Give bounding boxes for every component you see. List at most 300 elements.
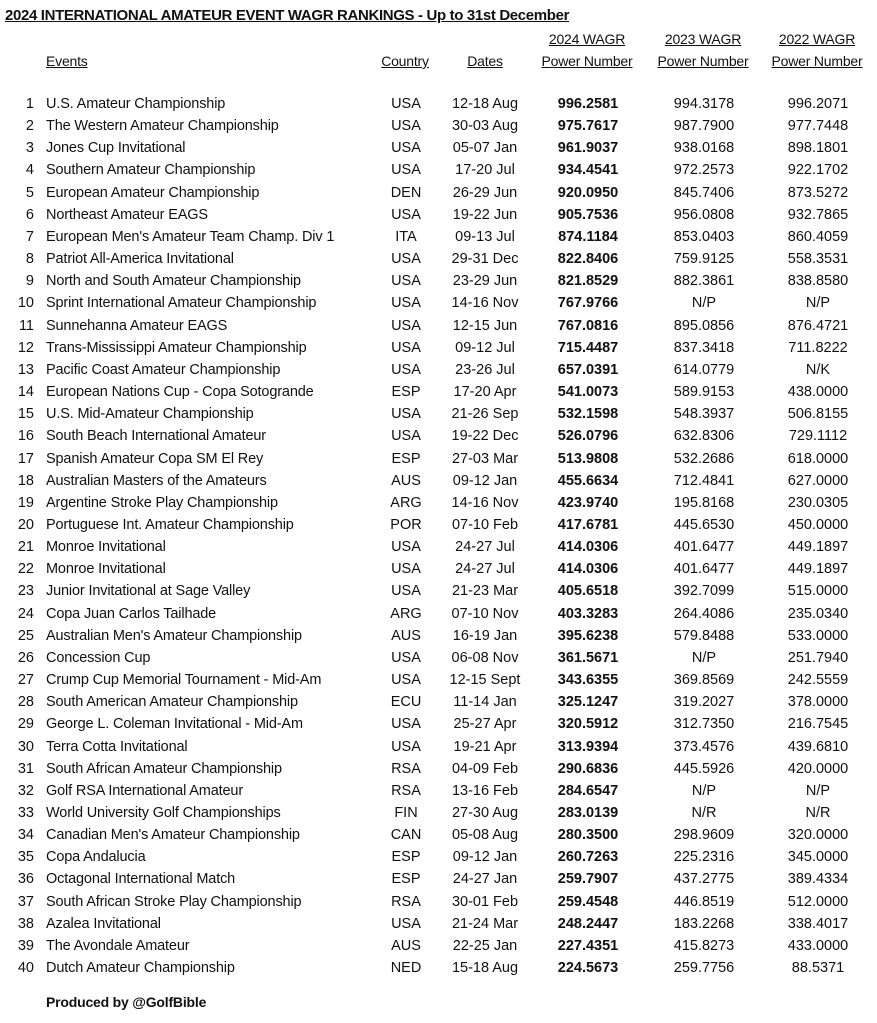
event-dates: 13-16 Feb	[451, 782, 519, 799]
country-code: ARG	[390, 494, 422, 511]
header-wagr-2023-line1: 2023 WAGR	[664, 31, 742, 47]
table-row	[0, 183, 877, 205]
rank-cell: 34	[17, 827, 34, 844]
power-number-2024: 248.2447	[557, 915, 619, 932]
event-name: Argentine Stroke Play Championship	[46, 494, 278, 511]
rank-cell: 30	[17, 738, 34, 755]
rank-cell: 1	[25, 96, 34, 112]
event-dates: 16-19 Jan	[452, 627, 518, 644]
power-number-2023: 972.2573	[673, 162, 735, 179]
rank-cell: 40	[17, 960, 34, 977]
power-number-2023: 712.4841	[673, 472, 735, 489]
event-name: Concession Cup	[46, 649, 151, 666]
country-code: USA	[391, 672, 421, 689]
table-row	[0, 847, 877, 869]
rank-cell: 37	[17, 893, 34, 910]
country-code: USA	[391, 317, 421, 334]
table-row	[0, 493, 877, 515]
event-name: South American Amateur Championship	[46, 694, 298, 711]
power-number-2023: 589.9153	[673, 384, 735, 401]
table-row	[0, 360, 877, 382]
rank-cell: 35	[17, 849, 34, 866]
power-number-2024: 934.4541	[557, 162, 619, 179]
rank-cell: 11	[18, 317, 34, 334]
power-number-2023: 994.3178	[673, 96, 735, 112]
power-number-2024: 403.3283	[557, 605, 619, 622]
event-name: Monroe Invitational	[46, 561, 166, 578]
event-dates: 09-13 Jul	[455, 228, 515, 245]
country-code: USA	[391, 273, 421, 290]
rank-cell: 33	[17, 805, 34, 821]
rank-cell: 31	[17, 760, 34, 777]
event-name: South African Amateur Championship	[46, 760, 282, 777]
table-row	[0, 869, 877, 891]
rank-cell: 16	[17, 428, 34, 445]
header-wagr-2023-line2: Power Number	[657, 53, 749, 69]
power-number-2022: N/P	[805, 782, 831, 799]
table-row	[0, 160, 877, 182]
rank-cell: 36	[17, 871, 34, 888]
event-dates: 12-15 Sept	[449, 672, 521, 689]
power-number-2022: 977.7448	[787, 118, 849, 135]
header-wagr-2024-line1: 2024 WAGR	[548, 31, 626, 47]
power-number-2024: 224.5673	[557, 960, 619, 977]
power-number-2024: 361.5671	[557, 649, 619, 666]
power-number-2022: 506.8155	[787, 406, 849, 423]
country-code: USA	[391, 118, 421, 135]
power-number-2022: 618.0000	[787, 450, 849, 467]
event-dates: 09-12 Jul	[455, 339, 515, 356]
power-number-2024: 874.1184	[558, 228, 618, 245]
country-code: FIN	[394, 805, 418, 821]
power-number-2024: 423.9740	[557, 494, 619, 511]
country-code: RSA	[391, 893, 421, 910]
table-row	[0, 293, 877, 315]
country-code: AUS	[391, 627, 421, 644]
power-number-2023: 532.2686	[673, 450, 735, 467]
power-number-2023: 401.6477	[673, 561, 735, 578]
table-row	[0, 803, 877, 825]
event-name: Azalea Invitational	[46, 915, 161, 932]
country-code: ESP	[391, 871, 421, 888]
rank-cell: 8	[25, 251, 34, 268]
power-number-2022: 898.1801	[787, 140, 849, 157]
event-name: Australian Masters of the Amateurs	[46, 472, 267, 489]
power-number-2022: 729.1112	[788, 428, 848, 445]
power-number-2022: 345.0000	[787, 849, 849, 866]
power-number-2023: 298.9609	[673, 827, 735, 844]
power-number-2024: 395.6238	[557, 627, 619, 644]
power-number-2023: 415.8273	[673, 937, 735, 954]
country-code: RSA	[391, 782, 421, 799]
country-code: ARG	[390, 605, 422, 622]
power-number-2022: 922.1702	[787, 162, 849, 179]
event-name: Golf RSA International Amateur	[46, 782, 243, 799]
event-dates: 24-27 Jul	[455, 539, 515, 556]
table-row	[0, 138, 877, 160]
event-name: Jones Cup Invitational	[46, 140, 186, 157]
power-number-2023: N/R	[691, 805, 717, 821]
country-code: USA	[391, 561, 421, 578]
event-name: The Western Amateur Championship	[46, 118, 279, 135]
table-row	[0, 604, 877, 626]
table-row	[0, 626, 877, 648]
event-dates: 21-23 Mar	[451, 583, 519, 600]
event-dates: 14-16 Nov	[451, 295, 519, 312]
event-dates: 21-26 Sep	[451, 406, 519, 423]
event-dates: 17-20 Apr	[453, 384, 517, 401]
footer-credit: Produced by @GolfBible	[46, 994, 207, 1010]
event-name: Trans-Mississippi Amateur Championship	[46, 339, 307, 356]
event-name: Southern Amateur Championship	[46, 162, 256, 179]
rank-cell: 7	[25, 228, 34, 245]
event-name: George L. Coleman Invitational - Mid-Am	[46, 716, 303, 733]
event-dates: 19-22 Jun	[452, 206, 518, 223]
power-number-2022: 449.1897	[787, 561, 849, 578]
event-name: European Amateur Championship	[46, 184, 260, 201]
table-row	[0, 670, 877, 692]
power-number-2022: 512.0000	[787, 893, 849, 910]
event-dates: 09-12 Jan	[452, 472, 518, 489]
rank-cell: 14	[17, 384, 34, 401]
page-title: 2024 INTERNATIONAL AMATEUR EVENT WAGR RANKINGS - Up to 31st December	[5, 7, 570, 24]
rank-cell: 38	[17, 915, 34, 932]
event-name: Portuguese Int. Amateur Championship	[46, 516, 294, 533]
power-number-2022: 216.7545	[787, 716, 849, 733]
rank-cell: 28	[17, 694, 34, 711]
event-dates: 05-07 Jan	[452, 140, 518, 157]
power-number-2022: 235.0340	[787, 605, 849, 622]
power-number-2023: 401.6477	[673, 539, 735, 556]
country-code: USA	[391, 96, 421, 112]
power-number-2022: 996.2071	[787, 96, 849, 112]
power-number-2024: 975.7617	[557, 118, 619, 135]
event-name: Terra Cotta Invitational	[46, 738, 188, 755]
table-row	[0, 471, 877, 493]
power-number-2022: 439.6810	[787, 738, 849, 755]
country-code: ITA	[395, 228, 417, 245]
power-number-2023: 882.3861	[673, 273, 735, 290]
power-number-2022: 338.4017	[787, 915, 849, 932]
power-number-2024: 227.4351	[557, 937, 619, 954]
power-number-2022: 389.4334	[787, 871, 849, 888]
table-row	[0, 116, 877, 138]
event-dates: 17-20 Jul	[455, 162, 515, 179]
power-number-2024: 343.6355	[557, 672, 619, 689]
power-number-2023: 579.8488	[673, 627, 735, 644]
power-number-2022: N/R	[805, 805, 831, 821]
event-name: Australian Men's Amateur Championship	[46, 627, 302, 644]
power-number-2024: 417.6781	[557, 516, 619, 533]
country-code: ECU	[390, 694, 422, 711]
event-name: U.S. Amateur Championship	[46, 96, 226, 112]
table-row	[0, 737, 877, 759]
power-number-2023: 632.8306	[673, 428, 735, 445]
rank-cell: 32	[17, 782, 34, 799]
power-number-2024: 920.0950	[557, 184, 619, 201]
country-code: NED	[390, 960, 422, 977]
event-name: European Nations Cup - Copa Sotogrande	[46, 384, 314, 401]
power-number-2023: 195.8168	[673, 494, 735, 511]
event-name: Patriot All-America Invitational	[46, 251, 234, 268]
power-number-2023: 264.4086	[673, 605, 735, 622]
table-row	[0, 205, 877, 227]
power-number-2023: 853.0403	[673, 228, 735, 245]
country-code: USA	[391, 295, 421, 312]
country-code: USA	[391, 339, 421, 356]
power-number-2022: 433.0000	[787, 937, 849, 954]
table-row	[0, 692, 877, 714]
header-wagr-2022-line1: 2022 WAGR	[778, 31, 856, 47]
power-number-2024: 260.7263	[557, 849, 619, 866]
table-row	[0, 271, 877, 293]
rank-cell: 5	[25, 184, 34, 201]
event-dates: 29-31 Dec	[451, 251, 519, 268]
power-number-2024: 767.9766	[557, 295, 619, 312]
power-number-2024: 822.8406	[557, 251, 619, 268]
table-row	[0, 404, 877, 426]
event-dates: 19-22 Dec	[451, 428, 519, 445]
country-code: USA	[391, 716, 421, 733]
table-row	[0, 581, 877, 603]
country-code: RSA	[391, 760, 421, 777]
power-number-2023: 445.5926	[673, 760, 735, 777]
power-number-2024: 259.7907	[557, 871, 619, 888]
event-dates: 24-27 Jan	[452, 871, 518, 888]
country-code: USA	[391, 583, 421, 600]
country-code: ESP	[391, 849, 421, 866]
rank-cell: 25	[17, 627, 34, 644]
country-code: USA	[391, 162, 421, 179]
power-number-2024: 455.6634	[557, 472, 619, 489]
country-code: DEN	[390, 184, 422, 201]
power-number-2022: 320.0000	[787, 827, 849, 844]
power-number-2023: 369.8569	[673, 672, 735, 689]
power-number-2022: 378.0000	[787, 694, 849, 711]
event-name: Junior Invitational at Sage Valley	[46, 583, 251, 600]
event-name: European Men's Amateur Team Champ. Div 1	[46, 228, 335, 245]
country-code: USA	[391, 361, 421, 378]
country-code: USA	[391, 406, 421, 423]
event-dates: 23-29 Jun	[452, 273, 518, 290]
power-number-2022: 838.8580	[787, 273, 849, 290]
event-dates: 11-14 Jan	[453, 694, 517, 711]
power-number-2023: 759.9125	[673, 251, 735, 268]
table-row	[0, 449, 877, 471]
country-code: USA	[391, 738, 421, 755]
event-dates: 07-10 Feb	[451, 516, 519, 533]
event-name: U.S. Mid-Amateur Championship	[46, 406, 254, 423]
power-number-2023: N/P	[691, 295, 717, 312]
power-number-2022: N/K	[805, 361, 831, 378]
event-dates: 22-25 Jan	[452, 937, 518, 954]
power-number-2024: 996.2581	[557, 96, 619, 112]
power-number-2024: 284.6547	[557, 782, 619, 799]
power-number-2023: 312.7350	[673, 716, 735, 733]
country-code: USA	[391, 206, 421, 223]
table-row	[0, 825, 877, 847]
event-dates: 25-27 Apr	[453, 716, 517, 733]
power-number-2022: 230.0305	[787, 494, 849, 511]
event-name: Dutch Amateur Championship	[46, 960, 235, 977]
power-number-2023: 845.7406	[673, 184, 735, 201]
rank-cell: 18	[17, 472, 34, 489]
country-code: AUS	[391, 472, 421, 489]
power-number-2022: 627.0000	[787, 472, 849, 489]
rank-cell: 27	[17, 672, 34, 689]
table-row	[0, 515, 877, 537]
power-number-2024: 532.1598	[557, 406, 619, 423]
event-dates: 30-01 Feb	[451, 893, 519, 910]
power-number-2024: 320.5912	[557, 716, 619, 733]
country-code: USA	[391, 539, 421, 556]
power-number-2022: 711.8222	[788, 339, 848, 356]
table-row	[0, 382, 877, 404]
event-name: Pacific Coast Amateur Championship	[46, 361, 281, 378]
event-name: Octagonal International Match	[46, 871, 236, 888]
rank-cell: 2	[25, 118, 34, 135]
header-wagr-2022-line2: Power Number	[771, 53, 863, 69]
power-number-2022: 860.4059	[787, 228, 849, 245]
country-code: USA	[391, 140, 421, 157]
table-row	[0, 338, 877, 360]
power-number-2024: 541.0073	[557, 384, 619, 401]
event-dates: 30-03 Aug	[451, 118, 519, 135]
power-number-2024: 767.0816	[557, 317, 619, 334]
power-number-2022: 876.4721	[787, 317, 849, 334]
power-number-2023: 225.2316	[673, 849, 735, 866]
table-row	[0, 892, 877, 914]
power-number-2022: 932.7865	[787, 206, 849, 223]
header-country: Country	[381, 53, 429, 69]
rank-cell: 10	[17, 295, 34, 312]
power-number-2023: 895.0856	[673, 317, 735, 334]
power-number-2024: 259.4548	[557, 893, 619, 910]
event-dates: 09-12 Jan	[452, 849, 518, 866]
power-number-2023: 392.7099	[673, 583, 735, 600]
event-name: Spanish Amateur Copa SM El Rey	[46, 450, 264, 467]
power-number-2022: 420.0000	[787, 760, 849, 777]
event-name: Crump Cup Memorial Tournament - Mid-Am	[46, 672, 322, 689]
event-name: Copa Juan Carlos Tailhade	[46, 605, 217, 622]
table-row	[0, 759, 877, 781]
table-row	[0, 958, 877, 980]
power-number-2024: 313.9394	[557, 738, 619, 755]
power-number-2023: 837.3418	[673, 339, 735, 356]
table-row	[0, 426, 877, 448]
event-dates: 06-08 Nov	[451, 649, 519, 666]
table-row	[0, 249, 877, 271]
event-name: Sprint International Amateur Championship	[46, 295, 317, 312]
event-name: World University Golf Championships	[46, 805, 281, 821]
table-row	[0, 648, 877, 670]
event-dates: 21-24 Mar	[451, 915, 519, 932]
power-number-2024: 513.9808	[557, 450, 619, 467]
power-number-2023: 319.2027	[673, 694, 735, 711]
country-code: ESP	[391, 450, 421, 467]
rank-cell: 13	[17, 361, 34, 378]
power-number-2023: 956.0808	[673, 206, 735, 223]
rank-cell: 20	[17, 516, 34, 533]
country-code: CAN	[390, 827, 422, 844]
table-row	[0, 914, 877, 936]
event-name: South African Stroke Play Championship	[46, 893, 302, 910]
power-number-2023: 614.0779	[673, 361, 735, 378]
power-number-2023: 446.8519	[673, 893, 735, 910]
event-dates: 07-10 Nov	[451, 605, 519, 622]
event-dates: 12-15 Jun	[452, 317, 518, 334]
power-number-2023: N/P	[691, 782, 717, 799]
event-name: Canadian Men's Amateur Championship	[46, 827, 300, 844]
event-dates: 27-30 Aug	[451, 805, 519, 821]
country-code: USA	[391, 428, 421, 445]
event-name: Monroe Invitational	[46, 539, 166, 556]
table-row	[0, 316, 877, 338]
power-number-2022: 88.5371	[791, 960, 845, 977]
country-code: USA	[391, 649, 421, 666]
rank-cell: 3	[25, 140, 34, 157]
power-number-2023: 183.2268	[673, 915, 735, 932]
rank-cell: 9	[25, 273, 34, 290]
power-number-2023: 548.3937	[673, 406, 735, 423]
event-dates: 26-29 Jun	[452, 184, 518, 201]
power-number-2022: 242.5559	[787, 672, 849, 689]
power-number-2022: 438.0000	[787, 384, 849, 401]
event-dates: 05-08 Aug	[451, 827, 519, 844]
event-name: Northeast Amateur EAGS	[46, 206, 208, 223]
power-number-2022: 449.1897	[787, 539, 849, 556]
table-row	[0, 227, 877, 249]
rank-cell: 12	[17, 339, 34, 356]
power-number-2023: 373.4576	[673, 738, 735, 755]
event-dates: 04-09 Feb	[451, 760, 519, 777]
table-row	[0, 94, 877, 116]
rank-cell: 23	[17, 583, 34, 600]
event-dates: 27-03 Mar	[451, 450, 519, 467]
power-number-2023: 938.0168	[673, 140, 735, 157]
event-dates: 15-18 Aug	[451, 960, 519, 977]
event-name: South Beach International Amateur	[46, 428, 266, 445]
power-number-2022: N/P	[805, 295, 831, 312]
country-code: AUS	[391, 937, 421, 954]
table-row	[0, 714, 877, 736]
power-number-2023: 259.7756	[673, 960, 735, 977]
power-number-2022: 533.0000	[787, 627, 849, 644]
power-number-2023: N/P	[691, 649, 717, 666]
power-number-2024: 657.0391	[557, 361, 619, 378]
rank-cell: 17	[17, 450, 34, 467]
rank-cell: 39	[17, 937, 34, 954]
power-number-2024: 325.1247	[557, 694, 619, 711]
power-number-2023: 987.7900	[673, 118, 735, 135]
header-dates: Dates	[467, 53, 503, 69]
country-code: USA	[391, 915, 421, 932]
power-number-2024: 821.8529	[557, 273, 619, 290]
rank-cell: 22	[17, 561, 34, 578]
power-number-2022: 558.3531	[787, 251, 849, 268]
rank-cell: 6	[25, 206, 34, 223]
power-number-2024: 905.7536	[557, 206, 619, 223]
event-name: The Avondale Amateur	[46, 937, 190, 954]
power-number-2022: 515.0000	[787, 583, 849, 600]
rankings-table	[0, 94, 877, 980]
power-number-2023: 445.6530	[673, 516, 735, 533]
event-dates: 23-26 Jul	[455, 361, 515, 378]
power-number-2022: 450.0000	[787, 516, 849, 533]
rank-cell: 15	[17, 406, 34, 423]
power-number-2024: 283.0139	[557, 805, 619, 821]
power-number-2024: 290.6836	[557, 760, 619, 777]
